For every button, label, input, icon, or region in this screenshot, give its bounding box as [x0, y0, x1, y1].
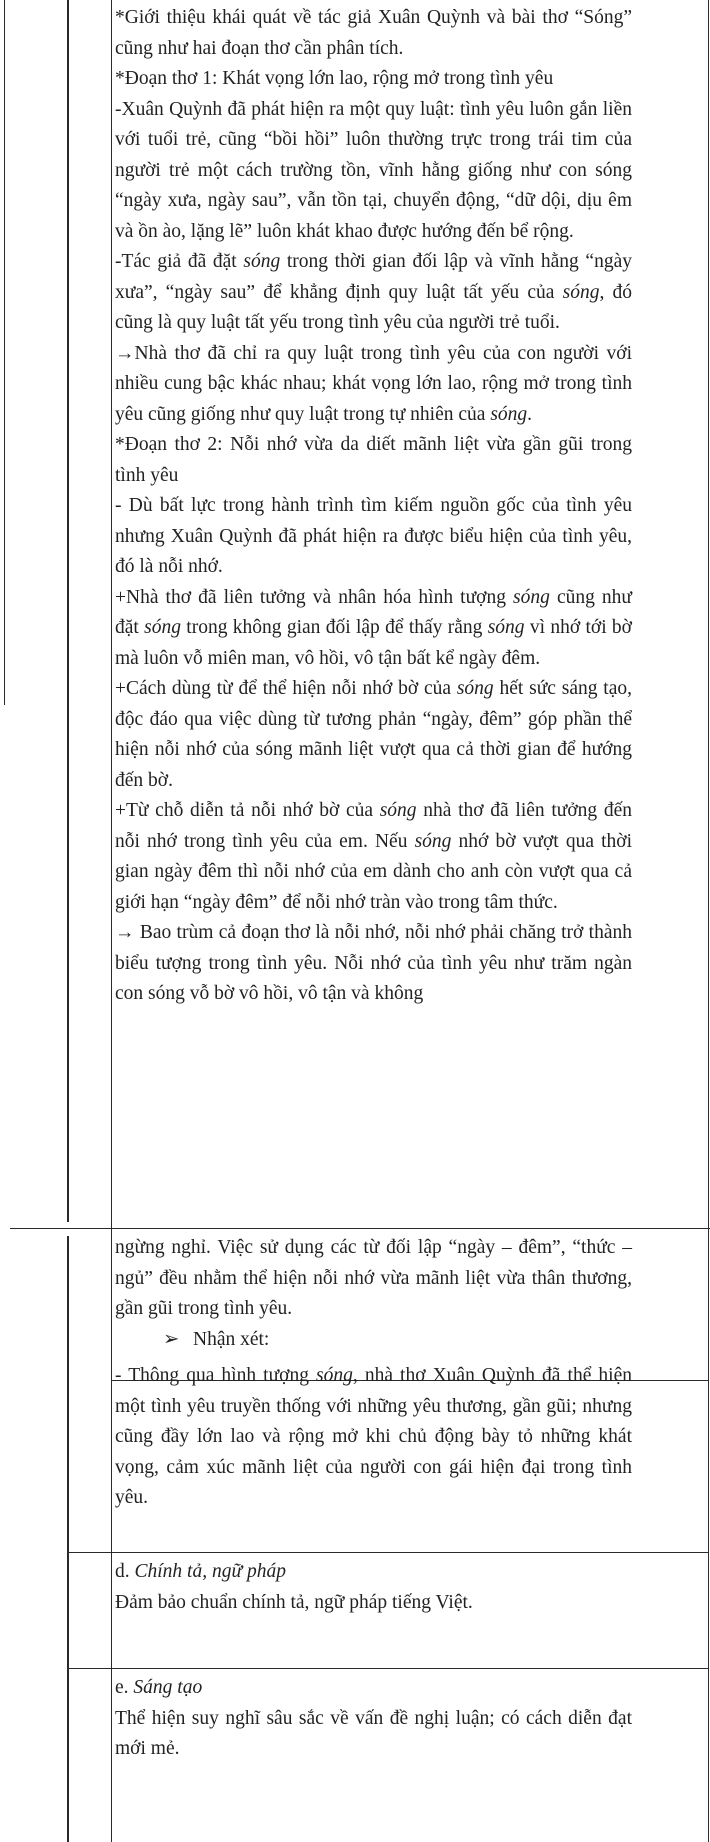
stanza2-point1: - Dù bất lực trong hành trình tìm kiếm nguồn gốc của tình yêu nhưng Xuân Quỳnh đã phát hiện ra được biểu hiện của tình yêu, đó là nỗi nhớ.: [115, 495, 632, 577]
stanza2-point4: +Từ chỗ diễn tả nỗi nhớ bờ của sóng nhà thơ đã liên tưởng đến nỗi nhớ trong tình yêu của em. Nếu sóng nhớ bờ vượt qua thời gian ngày đêm thì nỗi nhớ của em dành cho anh còn vượt qua cả giới hạn “ngày đêm” để nỗi nhớ tràn vào trong tâm thức.: [115, 800, 632, 913]
right-border: [708, 0, 709, 1842]
row-divider-d: [68, 1552, 708, 1553]
section-d: [115, 1557, 632, 1618]
column-divider-lower: [67, 1236, 69, 1842]
left-border-upper: [4, 0, 5, 705]
continuation-content: [115, 1233, 632, 1514]
section-d-body: Đảm bảo chuẩn chính tả, ngữ pháp tiếng Việt.: [115, 1591, 473, 1613]
section-e-body: Thể hiện suy nghĩ sâu sắc về vấn đề nghị luận; có cách diễn đạt mới mẻ.: [115, 1707, 632, 1759]
stanza1-point1: -Xuân Quỳnh đã phát hiện ra một quy luật: tình yêu luôn gắn liền với tuổi trẻ, cũng “bồi hồi” luôn thường trực trong trái tim của người trẻ một cách trường tồn, vĩnh hằng giống như con sóng “ngày xưa, ngày sau”, vẫn tồn tại, chuyển động, “dữ dội, dịu êm và ồn ào, lặng lẽ” luôn khát khao được hướng đến bể rộng.: [115, 98, 632, 242]
arrow-bullet-icon: ➢: [163, 1328, 180, 1350]
row-divider-page-break: [10, 1228, 710, 1229]
stanza2-point3: +Cách dùng từ để thể hiện nỗi nhớ bờ của sóng hết sức sáng tạo, độc đáo qua việc dùng từ tương phản “ngày, đêm” góp phần thể hiện nỗi nhớ của sóng mãnh liệt vượt qua cả thời gian để hướng đến bờ.: [115, 678, 632, 791]
stanza1-conclusion: →Nhà thơ đã chỉ ra quy luật trong tình yêu của con người với nhiều cung bậc khác nhau; khát vọng lớn lao, rộng mở trong tình yêu cũng giống như quy luật trong tự nhiên của sóng.: [115, 342, 632, 425]
comment-paragraph: - Thông qua hình tượng sóng, nhà thơ Xuân Quỳnh đã thể hiện một tình yêu truyền thống với những yêu thương, gần gũi; nhưng cũng đầy lớn lao và rộng mở khi chủ động bày tỏ những khát vọng, cảm xúc mãnh liệt của người con gái hiện đại trong tình yêu.: [115, 1365, 632, 1508]
stanza1-point2: -Tác giả đã đặt sóng trong thời gian đối lập và vĩnh hằng “ngày xưa”, “ngày sau” để khẳng định quy luật tất yếu của sóng, đó cũng là quy luật tất yếu trong tình yêu của người trẻ tuổi.: [115, 251, 633, 333]
comment-heading: ➢ Nhận xét:: [115, 1325, 632, 1356]
stanza2-conclusion: → Bao trùm cả đoạn thơ là nỗi nhớ, nỗi nhớ phải chăng trở thành biểu tượng trong tình yêu. Nỗi nhớ của tình yêu như trăm ngàn con sóng vỗ bờ vô hồi, vô tận và không: [115, 922, 632, 1004]
row-divider-e: [68, 1668, 708, 1669]
stanza2-heading: *Đoạn thơ 2: Nỗi nhớ vừa da diết mãnh liệt vừa gần gũi trong tình yêu: [115, 434, 632, 486]
analysis-content: [115, 3, 632, 1010]
section-e-title: e. Sáng tạo: [115, 1677, 203, 1698]
stanza2-point2: +Nhà thơ đã liên tưởng và nhân hóa hình tượng sóng cũng như đặt sóng trong không gian đối lập để thấy rằng sóng vì nhớ tới bờ mà luôn vỗ miên man, vô hồi, vô tận bất kể ngày đêm.: [115, 586, 632, 669]
content-left-border: [111, 0, 112, 1842]
section-e: [115, 1673, 632, 1765]
stanza1-heading: *Đoạn thơ 1: Khát vọng lớn lao, rộng mở trong tình yêu: [115, 68, 554, 89]
continuation-paragraph: ngừng nghỉ. Việc sử dụng các từ đối lập “ngày – đêm”, “thức – ngủ” đều nhằm thể hiện nỗi nhớ vừa mãnh liệt vừa thân thương, gần gũi trong tình yêu.: [115, 1237, 632, 1319]
section-d-title: d. Chính tả, ngữ pháp: [115, 1561, 286, 1582]
column-divider-upper: [67, 0, 69, 1222]
intro-paragraph: *Giới thiệu khái quát về tác giả Xuân Quỳnh và bài thơ “Sóng” cũng như hai đoạn thơ cần phân tích.: [115, 7, 632, 59]
